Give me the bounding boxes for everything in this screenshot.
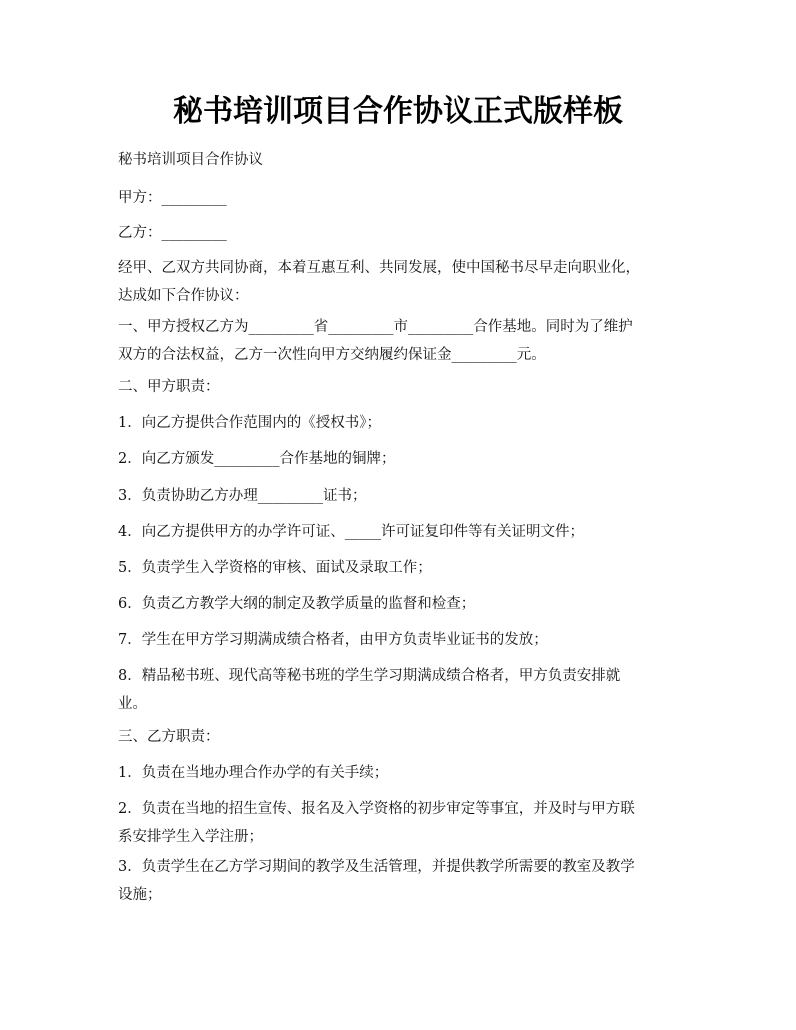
text-line: 甲方：_________ — [118, 190, 227, 206]
text-line: 2．负责在当地的招生宣传、报名及入学资格的初步审定等事宜，并及时与甲方联 — [118, 801, 635, 817]
text-line: 系安排学生入学注册； — [118, 829, 263, 845]
text-line: 三、乙方职责： — [118, 729, 220, 745]
list-item — [118, 590, 683, 618]
text-line: 4．向乙方提供甲方的办学许可证、_____许可证复印件等有关证明文件； — [118, 524, 584, 540]
text-line: 1．负责在当地办理合作办学的有关手续； — [118, 765, 389, 781]
list-item — [118, 445, 683, 473]
party-b-line — [118, 219, 683, 247]
text-line: 秘书培训项目合作协议 — [118, 152, 263, 168]
text-line: 一、甲方授权乙方为_________省_________市_________合作基地。同时为了维护 — [118, 319, 633, 335]
text-line: 经甲、乙双方共同协商，本着互惠互利、共同发展，使中国秘书尽早走向职业化， — [118, 260, 640, 276]
text-line: 达成如下合作协议： — [118, 288, 249, 304]
preamble-paragraph — [118, 254, 683, 310]
document-title: 秘书培训项目合作协议正式版样板 — [173, 94, 623, 129]
text-line: 7．学生在甲方学习期满成绩合格者，由甲方负责毕业证书的发放； — [118, 632, 548, 648]
text-line: 设施； — [118, 887, 162, 903]
party-a-line — [118, 184, 683, 212]
list-item — [118, 662, 683, 718]
list-item — [118, 795, 683, 851]
text-line: 双方的合法权益，乙方一次性向甲方交纳履约保证金_________元。 — [118, 347, 546, 363]
clause-1-paragraph — [118, 313, 683, 369]
list-item — [118, 853, 683, 909]
list-item — [118, 482, 683, 510]
list-item — [118, 518, 683, 546]
text-line: 5．负责学生入学资格的审核、面试及录取工作； — [118, 560, 432, 576]
text-line: 2．向乙方颁发_________合作基地的铜牌； — [118, 451, 396, 467]
list-item — [118, 409, 683, 437]
section-heading-party-b-duties — [118, 723, 683, 751]
text-line: 8．精品秘书班、现代高等秘书班的学生学习期满成绩合格者，甲方负责安排就 — [118, 668, 621, 684]
list-item — [118, 759, 683, 787]
text-line: 3．负责协助乙方办理_________证书； — [118, 488, 367, 504]
list-item — [118, 554, 683, 582]
text-line: 1．向乙方提供合作范围内的《授权书》； — [118, 415, 381, 431]
text-line: 业。 — [118, 696, 147, 712]
text-line: 6．负责乙方教学大纲的制定及教学质量的监督和检查； — [118, 596, 476, 612]
list-item — [118, 626, 683, 654]
text-line: 乙方：_________ — [118, 225, 227, 241]
text-line: 3．负责学生在乙方学习期间的教学及生活管理，并提供教学所需要的教室及教学 — [118, 859, 635, 875]
agreement-heading — [118, 146, 683, 174]
section-heading-party-a-duties — [118, 373, 683, 401]
text-line: 二、甲方职责： — [118, 379, 220, 395]
